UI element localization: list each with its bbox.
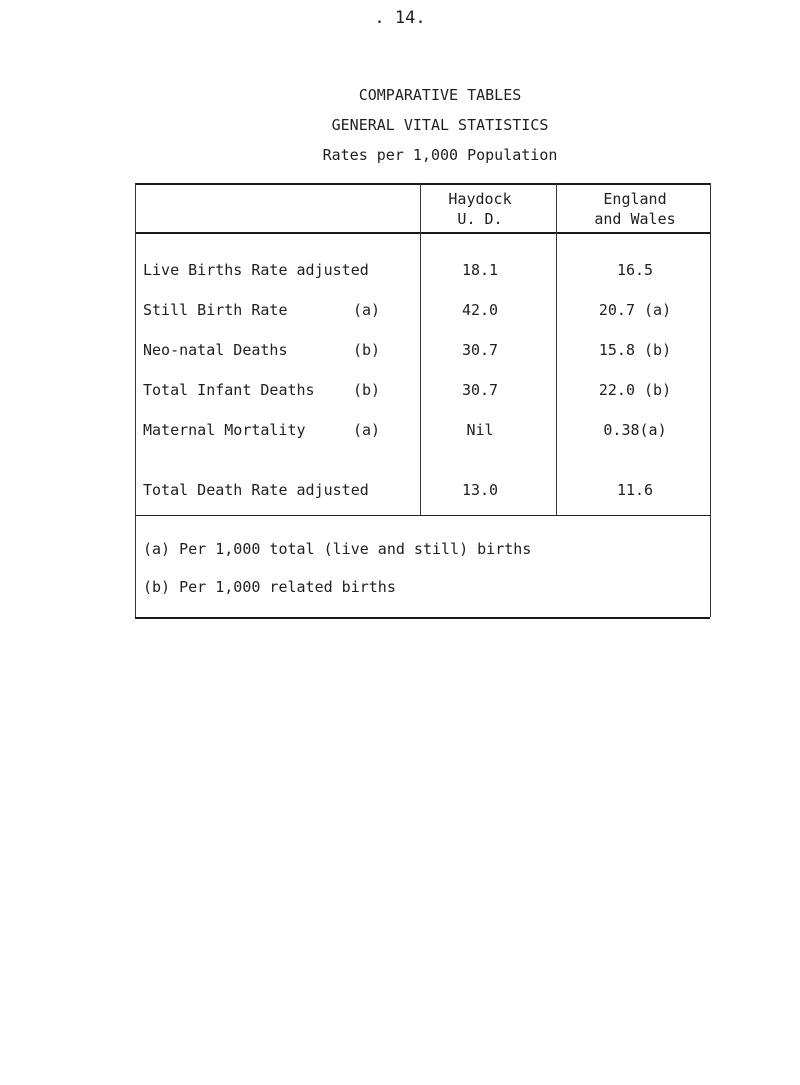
row-note-marker: (a) <box>353 421 381 439</box>
row-england-value: 11.6 <box>616 481 654 499</box>
row-haydock-value: Nil <box>466 421 494 439</box>
row-label: Neo-natal Deaths <box>143 341 288 359</box>
row-haydock-value: 30.7 <box>461 341 499 359</box>
row-england-value: 16.5 <box>616 261 654 279</box>
title-general-vital-statistics: GENERAL VITAL STATISTICS <box>331 116 549 134</box>
table-right-rule <box>710 183 711 617</box>
body-bottom-rule <box>135 515 710 516</box>
footnote-b: (b) Per 1,000 related births <box>143 578 396 596</box>
header-bottom-rule <box>135 232 710 234</box>
title-rates-per-population: Rates per 1,000 Population <box>322 146 558 164</box>
row-england-value: 15.8 (b) <box>598 341 672 359</box>
column-divider-2 <box>556 183 557 515</box>
row-haydock-value: 13.0 <box>461 481 499 499</box>
header-haydock-line-1: Haydock <box>448 190 512 208</box>
row-note-marker: (a) <box>353 301 381 319</box>
page-number: . 14. <box>374 8 426 28</box>
row-haydock-value: 18.1 <box>461 261 499 279</box>
header-england-line-1: England <box>603 190 667 208</box>
row-label: Still Birth Rate <box>143 301 288 319</box>
table-top-rule <box>135 183 710 185</box>
row-note-marker: (b) <box>353 341 381 359</box>
footnote-a: (a) Per 1,000 total (live and still) births <box>143 540 532 558</box>
row-haydock-value: 42.0 <box>461 301 499 319</box>
row-label: Total Death Rate adjusted <box>143 481 369 499</box>
row-label: Maternal Mortality <box>143 421 306 439</box>
row-england-value: 0.38(a) <box>603 421 667 439</box>
header-england-line-2: and Wales <box>594 210 676 228</box>
row-haydock-value: 30.7 <box>461 381 499 399</box>
row-england-value: 22.0 (b) <box>598 381 672 399</box>
table-left-rule <box>135 183 136 617</box>
title-comparative-tables: COMPARATIVE TABLES <box>358 86 522 104</box>
row-label: Total Infant Deaths <box>143 381 315 399</box>
row-note-marker: (b) <box>353 381 381 399</box>
row-label: Live Births Rate adjusted <box>143 261 369 279</box>
row-england-value: 20.7 (a) <box>598 301 672 319</box>
table-bottom-rule <box>135 617 710 619</box>
header-haydock-line-2: U. D. <box>457 210 503 228</box>
